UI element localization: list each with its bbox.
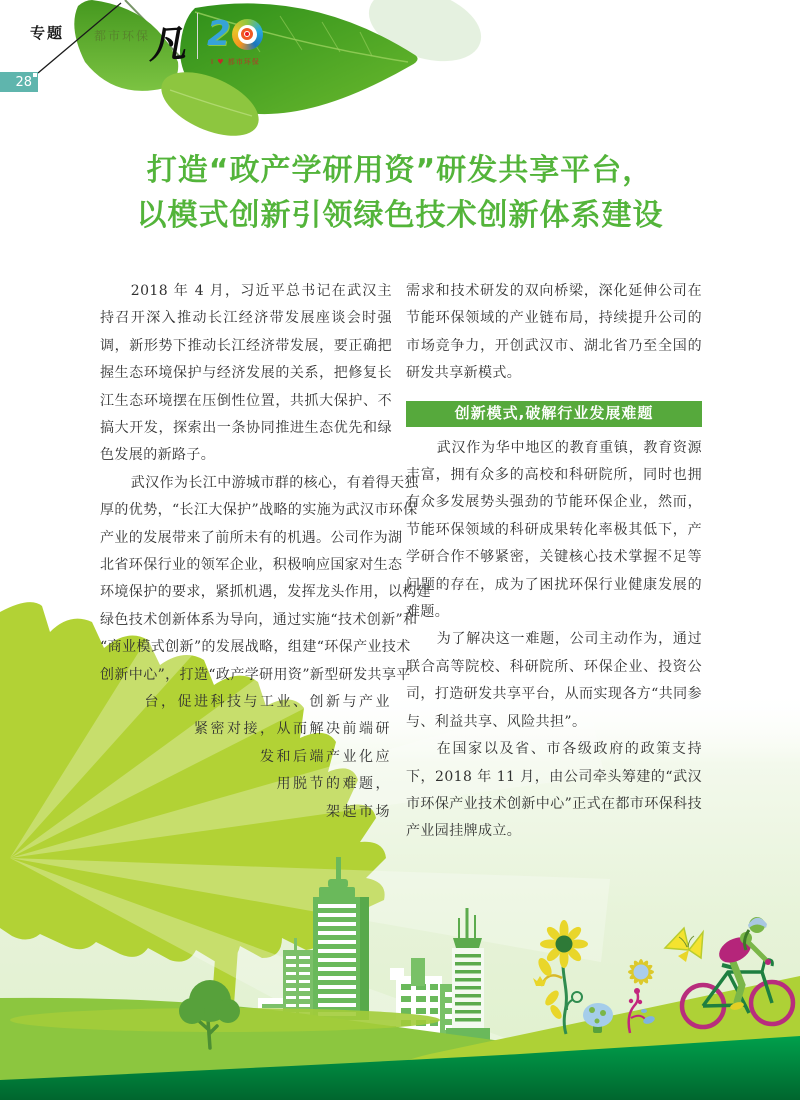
text-line: “商业模式创新”的发展战略，组建“环保产业技术 [100,639,411,656]
logo-digit-2: 2 [207,14,231,54]
page-number: 28 [15,74,32,90]
logo-swirl-zero-icon [232,19,263,50]
text-line: 武汉作为长江中游城市群的核心，有着得天独 [130,474,419,491]
text-line: 创新中心”，打造“政产学研用资”新型研发共享平 [100,666,411,683]
header-divider [197,13,198,59]
right-column [406,278,702,846]
text-line: 紧密对接，从而解决前端研 [194,721,392,738]
text-line: 产业的发展带来了前所未有的机遇。公司作为湖 [100,529,403,546]
article-title-line1: 打造“政产学研用资”研发共享平台， [146,153,654,188]
masthead-title: 都市环保 [94,29,151,43]
paragraph: 需求和技术研发的双向桥梁，深化延伸公司在节能环保领域的产业链布局，持续提升公司的市场竞争力，开创武汉市、湖北省乃至全国的研发共享新模式。 [406,283,702,382]
left-column [100,278,432,826]
section-header-bar: 创新模式,破解行业发展难题 [406,401,702,427]
paragraph: 武汉作为华中地区的教育重镇，教育资源丰富，拥有众多的高校和科研院所，同时也拥有众多发展势头强劲的节能环保企业，然而，节能环保领域的科研成果转化率极其低下，产学研合作不够紧密，关键核心技术掌握不足等问题的存在，成为了困扰环保行业健康发展的难题。 [406,439,702,621]
text-line: 绿色技术创新体系为导向，通过实施“技术创新”和 [100,611,418,628]
page-tab-corner [33,73,37,77]
logo-tagline: I ♥ 都市环保 [211,58,260,66]
calligraphy-signature: 凡 [146,20,187,68]
text-line: 台，促进科技与工业、创新与产业 [144,693,392,710]
paragraph-wrapped-around-tree [100,470,432,826]
text-line: 架起市场 [326,803,392,820]
anniversary-20-logo [207,14,263,54]
text-line: 环境保护的要求，紧抓机遇，发挥龙头作用，以构建 [100,584,432,601]
text-line: 北省环保行业的领军企业，积极响应国家对生态 [100,557,403,574]
section-label: 专题 [30,24,65,42]
paragraph: 为了解决这一难题，公司主动作为，通过联合高等院校、科研院所、环保企业、投资公司，打造研发共享平台，从而实现各方“共同参与、利益共享、风险共担”。 [406,631,702,730]
page-number-tab [0,72,38,92]
article-title-line2: 以模式创新引领绿色技术创新体系建设 [136,198,664,233]
paragraph: 2018 年 4 月，习近平总书记在武汉主持召开深入推动长江经济带发展座谈会时强调，新形势下推动长江经济带发展，要正确把握生态环境保护与经济发展的关系，把修复长江生态环境摆在压倒性位置，共抓大保护、不搞大开发，探索出一条协同推进生态优先和绿色发展的新路子。 [100,283,392,464]
text-line: 发和后端产业化应 [260,748,392,765]
text-line: 厚的优势，“长江大保护”战略的实施为武汉市环保 [100,502,418,519]
paragraph: 在国家以及省、市各级政府的政策支持下，2018 年 11 月，由公司牵头筹建的“武汉市环保产业技术创新中心”正式在都市环保科技产业园挂牌成立。 [406,741,702,840]
text-line: 用脱节的难题， [276,776,392,793]
article-title [60,148,740,238]
